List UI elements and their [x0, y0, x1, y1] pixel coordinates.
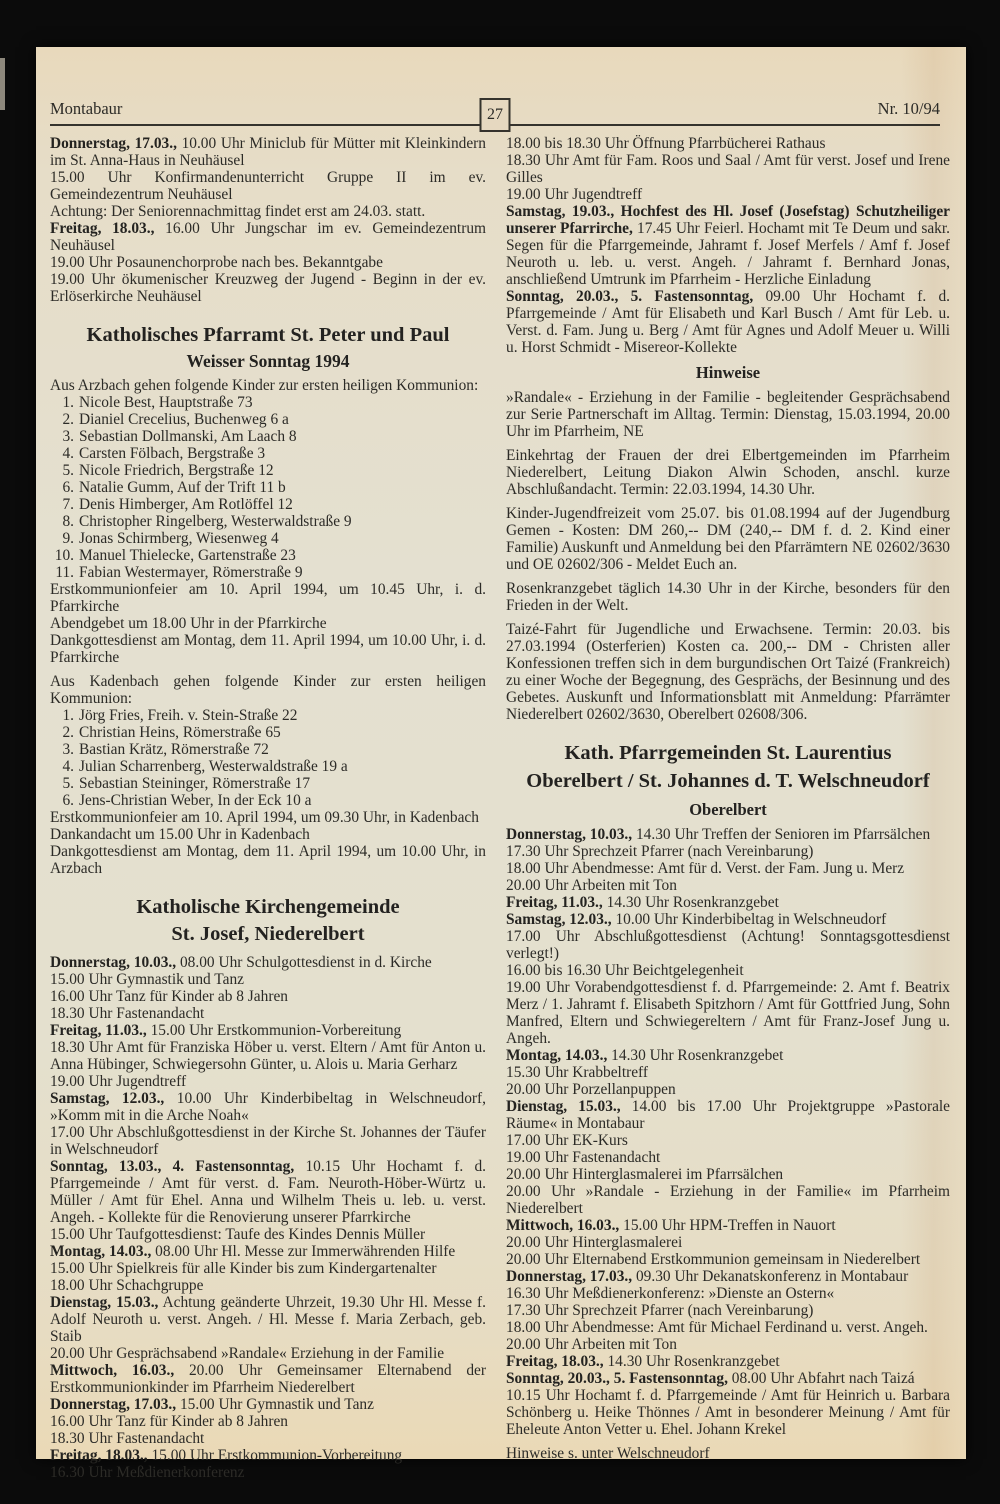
communion-child-item: 1. Jörg Fries, Freih. v. Stein-Straße 22	[50, 707, 486, 724]
list-number: 2.	[62, 723, 74, 741]
schedule-entry: Freitag, 18.03., 16.00 Uhr Jungschar im ev. Gemeindezentrum Neuhäusel	[50, 220, 486, 254]
schedule-entry: Freitag, 11.03., 15.00 Uhr Erstkommunion-Vorbereitung	[50, 1021, 402, 1039]
schedule-entry: 19.00 Uhr Jugendtreff	[506, 186, 643, 203]
schedule-entry: Dankgottesdienst am Montag, dem 11. April 1994, um 10.00 Uhr, i. d. Pfarrkirche	[50, 631, 486, 666]
communion-child-item: 4. Julian Scharrenberg, Westerwaldstraße 19 a	[50, 758, 486, 775]
schedule-entry: 16.30 Uhr Meßdienerkonferenz: »Dienste an Ostern«	[506, 1285, 835, 1302]
schedule-entry: Samstag, 12.03., 10.00 Uhr Kinderbibeltag in Welschneudorf	[506, 911, 887, 928]
schedule-entry: Erstkommunionfeier am 10. April 1994, um 10.45 Uhr, i. d. Pfarrkirche	[50, 580, 486, 615]
schedule-entry: Dienstag, 15.03., 14.00 bis 17.00 Uhr Projektgruppe »Pastorale Räume« in Montabaur	[506, 1098, 951, 1132]
schedule-entry: Donnerstag, 10.03., 14.30 Uhr Treffen der Senioren im Pfarrsälchen	[506, 826, 931, 843]
list-number: 6.	[62, 791, 74, 809]
list-number: 6.	[62, 478, 74, 496]
schedule-entry: Erstkommunionfeier am 10. April 1994, um 09.30 Uhr, in Kadenbach	[50, 808, 479, 826]
schedule-entry: 20.00 Uhr Hinterglasmalerei im Pfarrsälchen	[506, 1166, 784, 1183]
schedule-entry: Montag, 14.03., 08.00 Uhr Hl. Messe zur Immerwährenden Hilfe	[50, 1242, 456, 1260]
communion-child-item: 2. Dianiel Crecelius, Buchenweg 6 a	[50, 411, 486, 428]
schedule-entry: 16.00 Uhr Tanz für Kinder ab 8 Jahren	[50, 1412, 288, 1430]
schedule-entry: Dankandacht um 15.00 Uhr in Kadenbach	[50, 825, 310, 843]
schedule-entry: Freitag, 18.03., 14.30 Uhr Rosenkranzgebet	[506, 1353, 780, 1370]
schedule-entry: Donnerstag, 17.03., 15.00 Uhr Gymnastik und Tanz	[50, 1395, 374, 1413]
schedule-entry: Samstag, 19.03., Hochfest des Hl. Josef (Josefstag) Schutzheiliger unserer Pfarrirche, 17.45 Uhr Feierl. Hochamt mit Te Deum und sakr. Segen für die Pfarrgemeinde, Jahramt f. Josef Merfels / Amf f. Josef Neuroth u. leb. u. verst. Angeh. / Jahramt f. Bernhard Jonas, anschließend Umtrunk im Pfarrheim - Herzliche Einladung	[506, 203, 950, 288]
schedule-entry: 17.00 Uhr Abschlußgottesdienst (Achtung! Sonntagsgottesdienst verlegt!)	[506, 928, 950, 962]
communion-child-item: 2. Christian Heins, Römerstraße 65	[50, 724, 486, 741]
schedule-entry: Dienstag, 15.03., Achtung geänderte Uhrzeit, 19.30 Uhr Hl. Messe f. Adolf Neuroth u. verst. Angeh. / Hl. Messe f. Maria Zerbach, geb. Staib	[50, 1293, 486, 1345]
subsection-heading: Oberelbert	[689, 800, 767, 819]
schedule-entry: 19.00 Uhr Vorabendgottesdienst f. d. Pfarrgemeinde: 2. Amt f. Beatrix Merz / 1. Jahramt f. Elisabeth Spitzhorn / Amt für Gottfried Jung, Sohn Manfred, Eltern und Schwiegereltern / Amt für Franz-Josef Jung u. Angeh.	[506, 979, 950, 1047]
schedule-entry: 17.30 Uhr Sprechzeit Pfarrer (nach Vereinbarung)	[506, 1302, 814, 1319]
section-heading: Katholische Kirchengemeinde	[136, 895, 400, 918]
schedule-entry: 10.15 Uhr Hochamt f. d. Pfarrgemeinde / Amt für Heinrich u. Barbara Schönberg u. Heike Thönnes / Amt in besonderer Meinung / Amt für Eheleute Anton Vetter u. Ehel. Johann Krekel	[506, 1387, 950, 1438]
list-number: 7.	[62, 495, 74, 513]
communion-child-item: 7. Denis Himberger, Am Rotlöffel 12	[50, 496, 486, 513]
schedule-entry: 20.00 Uhr Hinterglasmalerei	[506, 1234, 683, 1251]
list-number: 5.	[62, 774, 74, 792]
schedule-entry: 16.30 Uhr Meßdienerkonferenz	[50, 1463, 245, 1481]
schedule-entry: Sonntag, 20.03., 5. Fastensonntag, 08.00 Uhr Abfahrt nach Taizá	[506, 1370, 915, 1387]
schedule-entry: Donnerstag, 10.03., 08.00 Uhr Schulgottesdienst in d. Kirche	[50, 953, 432, 971]
list-number: 4.	[62, 444, 74, 462]
schedule-entry: 17.30 Uhr Sprechzeit Pfarrer (nach Vereinbarung)	[506, 843, 814, 860]
schedule-entry: 15.00 Uhr Taufgottesdienst: Taufe des Kindes Dennis Müller	[50, 1225, 426, 1243]
schedule-entry: Kinder-Jugendfreizeit vom 25.07. bis 01.08.1994 auf der Jugendburg Gemen - Kosten: DM 260,-- DM (240,-- DM f. d. 2. Kind einer Familie) Auskunft und Anmeldung bei den Pfarrämtern NE 02602/3630 und OE 02602/306 - Meldet Euch an.	[506, 505, 950, 573]
communion-child-item: 6. Jens-Christian Weber, In der Eck 10 a	[50, 792, 486, 809]
schedule-entry: 19.00 Uhr ökumenischer Kreuzweg der Jugend - Beginn in der ev. Erlöserkirche Neuhäusel	[50, 271, 486, 305]
list-number: 1.	[62, 393, 74, 411]
list-number: 11.	[55, 563, 74, 581]
right-column	[506, 135, 950, 1481]
list-number: 4.	[62, 757, 74, 775]
schedule-entry: Samstag, 12.03., 10.00 Uhr Kinderbibeltag in Welschneudorf, »Komm mit in die Arche Noah«	[50, 1089, 486, 1124]
list-number: 3.	[62, 740, 74, 758]
schedule-entry: 20.00 Uhr Arbeiten mit Ton	[506, 1336, 677, 1353]
communion-child-item: 3. Sebastian Dollmanski, Am Laach 8	[50, 428, 486, 445]
schedule-entry: 15.00 Uhr Konfirmandenunterricht Gruppe II im ev. Gemeindezentrum Neuhäusel	[50, 169, 486, 203]
schedule-entry: Donnerstag, 17.03., 10.00 Uhr Miniclub für Mütter mit Kleinkindern im St. Anna-Haus in Neuhäusel	[50, 135, 486, 169]
schedule-entry: 16.00 bis 16.30 Uhr Beichtgelegenheit	[506, 962, 744, 979]
list-number: 10.	[54, 546, 74, 564]
schedule-entry: 15.00 Uhr Spielkreis für alle Kinder bis zum Kindergartenalter	[50, 1259, 437, 1277]
list-number: 2.	[62, 410, 74, 428]
communion-child-item: 4. Carsten Fölbach, Bergstraße 3	[50, 445, 486, 462]
schedule-entry: 20.00 Uhr Elternabend Erstkommunion gemeinsam in Niederelbert	[506, 1251, 921, 1268]
schedule-entry: 18.00 Uhr Schachgruppe	[50, 1276, 204, 1294]
schedule-entry: Aus Kadenbach gehen folgende Kinder zur ersten heiligen Kommunion:	[50, 672, 486, 707]
schedule-entry: Einkehrtag der Frauen der drei Elbertgemeinden im Pfarrheim Niederelbert, Leitung Diakon Alwin Schoden, anschl. kurze Abschlußandacht. Termin: 22.03.1994, 14.30 Uhr.	[506, 447, 950, 498]
schedule-entry: Rosenkranzgebet täglich 14.30 Uhr in der Kirche, besonders für den Frieden in der Welt.	[506, 580, 950, 614]
section-heading: Katholisches Pfarramt St. Peter und Paul	[86, 324, 450, 346]
schedule-entry: 18.00 Uhr Abendmesse: Amt für Michael Ferdinand u. verst. Angeh.	[506, 1319, 928, 1336]
schedule-entry: Donnerstag, 17.03., 09.30 Uhr Dekanatskonferenz in Montabaur	[506, 1268, 909, 1285]
list-number: 8.	[62, 512, 74, 530]
schedule-entry: Hinweise s. unter Welschneudorf	[506, 1445, 710, 1462]
schedule-entry: 18.00 bis 18.30 Uhr Öffnung Pfarrbücherei Rathaus	[506, 135, 826, 152]
schedule-entry: 18.30 Uhr Amt für Franziska Höber u. verst. Eltern / Amt für Anton u. Anna Hübinger, Schwiegersohn Günter, u. Alois u. Maria Gerharz	[50, 1038, 486, 1073]
schedule-entry: Achtung: Der Seniorennachmittag findet erst am 24.03. statt.	[50, 203, 426, 220]
schedule-entry: 17.00 Uhr EK-Kurs	[506, 1132, 628, 1149]
schedule-entry: Aus Arzbach gehen folgende Kinder zur ersten heiligen Kommunion:	[50, 376, 479, 394]
schedule-entry: Montag, 14.03., 14.30 Uhr Rosenkranzgebet	[506, 1047, 784, 1064]
schedule-entry: Sonntag, 13.03., 4. Fastensonntag, 10.15 Uhr Hochamt f. d. Pfarrgemeinde / Amt für verst. d. Fam. Neuroth-Höber-Würtz u. Müller / Amt für Ehel. Anna und Wilhelm Theis u. leb. u. verst. Angeh. - Kollekte für die Renovierung unserer Pfarrkirche	[50, 1157, 486, 1226]
schedule-entry: »Randale« - Erziehung in der Familie - begleitender Gesprächsabend zur Serie Partnerschaft im Alltag. Termin: Dienstag, 15.03.1994, 20.00 Uhr im Pfarrheim, NE	[506, 389, 950, 440]
communion-child-item: 9. Jonas Schirmberg, Wiesenweg 4	[50, 530, 486, 547]
page-header	[50, 99, 940, 126]
communion-child-item: 8. Christopher Ringelberg, Westerwaldstraße 9	[50, 513, 486, 530]
header-issue-label: Nr. 10/94	[877, 99, 940, 118]
schedule-entry: 19.00 Uhr Fastenandacht	[506, 1149, 661, 1166]
schedule-entry: 16.00 Uhr Tanz für Kinder ab 8 Jahren	[50, 987, 288, 1005]
schedule-entry: Taizé-Fahrt für Jugendliche und Erwachsene. Termin: 20.03. bis 27.03.1994 (Osterferien) Kosten ca. 200,-- DM - Christen aller Konfessionen treffen sich in dem burgundischen Ort Taizé (Frankreich) zu einer Woche der Begegnung, des Gesprächs, der Besinnung und des Gebetes. Auskunft und Informationsblatt mit Anmeldung: Pfarrämter Niederelbert 02602/3630, Oberelbert 02608/306.	[506, 621, 950, 723]
schedule-entry: 19.00 Uhr Posaunenchorprobe nach bes. Bekanntgabe	[50, 254, 383, 271]
schedule-entry: 18.00 Uhr Abendmesse: Amt für d. Verst. der Fam. Jung u. Merz	[506, 860, 905, 877]
schedule-entry: 20.00 Uhr »Randale - Erziehung in der Familie« im Pfarrheim Niederelbert	[506, 1183, 950, 1217]
list-number: 5.	[62, 461, 74, 479]
scan-edge-artifact	[0, 58, 5, 110]
schedule-entry: Mittwoch, 16.03., 20.00 Uhr Gemeinsamer Elternabend der Erstkommunionkinder im Pfarrheim Niederelbert	[50, 1361, 486, 1396]
section-heading: Oberelbert / St. Johannes d. T. Welschneudorf	[526, 769, 930, 792]
page-number: 27	[487, 106, 503, 123]
schedule-entry: 15.30 Uhr Krabbeltreff	[506, 1064, 649, 1081]
section-heading: St. Josef, Niederelbert	[171, 923, 365, 945]
schedule-entry: Mittwoch, 16.03., 15.00 Uhr HPM-Treffen in Nauort	[506, 1217, 836, 1234]
schedule-entry: Freitag, 11.03., 14.30 Uhr Rosenkranzgebet	[506, 894, 779, 911]
communion-child-item: 10. Manuel Thielecke, Gartenstraße 23	[50, 547, 486, 564]
left-column	[50, 135, 486, 1481]
communion-child-item: 3. Bastian Krätz, Römerstraße 72	[50, 741, 486, 758]
communion-child-item: 6. Natalie Gumm, Auf der Trift 11 b	[50, 479, 486, 496]
communion-child-item: 1. Nicole Best, Hauptstraße 73	[50, 394, 486, 411]
communion-child-item: 5. Nicole Friedrich, Bergstraße 12	[50, 462, 486, 479]
schedule-entry: 15.00 Uhr Gymnastik und Tanz	[50, 970, 244, 988]
page-content	[36, 126, 966, 1481]
schedule-entry: Dankgottesdienst am Montag, dem 11. April 1994, um 10.00 Uhr, in Arzbach	[50, 842, 486, 877]
schedule-entry: 18.30 Uhr Fastenandacht	[50, 1004, 205, 1022]
schedule-entry: 19.00 Uhr Jugendtreff	[50, 1072, 187, 1090]
schedule-entry: 18.30 Uhr Amt für Fam. Roos und Saal / Amt für verst. Josef und Irene Gilles	[506, 152, 950, 186]
subsection-heading: Hinweise	[695, 363, 761, 382]
section-subheading: Weisser Sonntag 1994	[186, 350, 350, 371]
schedule-entry: Abendgebet um 18.00 Uhr in der Pfarrkirche	[50, 614, 327, 632]
schedule-entry: 17.00 Uhr Abschlußgottesdienst in der Kirche St. Johannes der Täufer in Welschneudorf	[50, 1123, 486, 1158]
communion-child-item: 11. Fabian Westermayer, Römerstraße 9	[50, 564, 486, 581]
header-town-label: Montabaur	[50, 99, 123, 118]
list-number: 1.	[62, 706, 74, 724]
list-number: 3.	[62, 427, 74, 445]
schedule-entry: 20.00 Uhr Arbeiten mit Ton	[506, 877, 677, 894]
newsletter-page	[36, 47, 966, 1481]
schedule-entry: Freitag, 18.03., 15.00 Uhr Erstkommunion-Vorbereitung	[50, 1446, 403, 1464]
schedule-entry: 18.30 Uhr Fastenandacht	[50, 1429, 205, 1447]
communion-child-item: 5. Sebastian Steininger, Römerstraße 17	[50, 775, 486, 792]
list-number: 9.	[62, 529, 74, 547]
schedule-entry: 20.00 Uhr Gesprächsabend »Randale« Erziehung in der Familie	[50, 1344, 445, 1362]
page-number-box	[480, 98, 511, 132]
section-heading: Kath. Pfarrgemeinden St. Laurentius	[564, 742, 892, 764]
schedule-entry: Sonntag, 20.03., 5. Fastensonntag, 09.00 Uhr Hochamt f. d. Pfarrgemeinde / Amt für Elisabeth und Karl Busch / Amt für Leb. u. Verst. d. Fam. Jung u. Berg / Amt für Agnes und Adolf Meuer u. Willi u. Horst Schmidt - Misereor-Kollekte	[506, 288, 950, 356]
schedule-entry: 20.00 Uhr Porzellanpuppen	[506, 1081, 676, 1098]
